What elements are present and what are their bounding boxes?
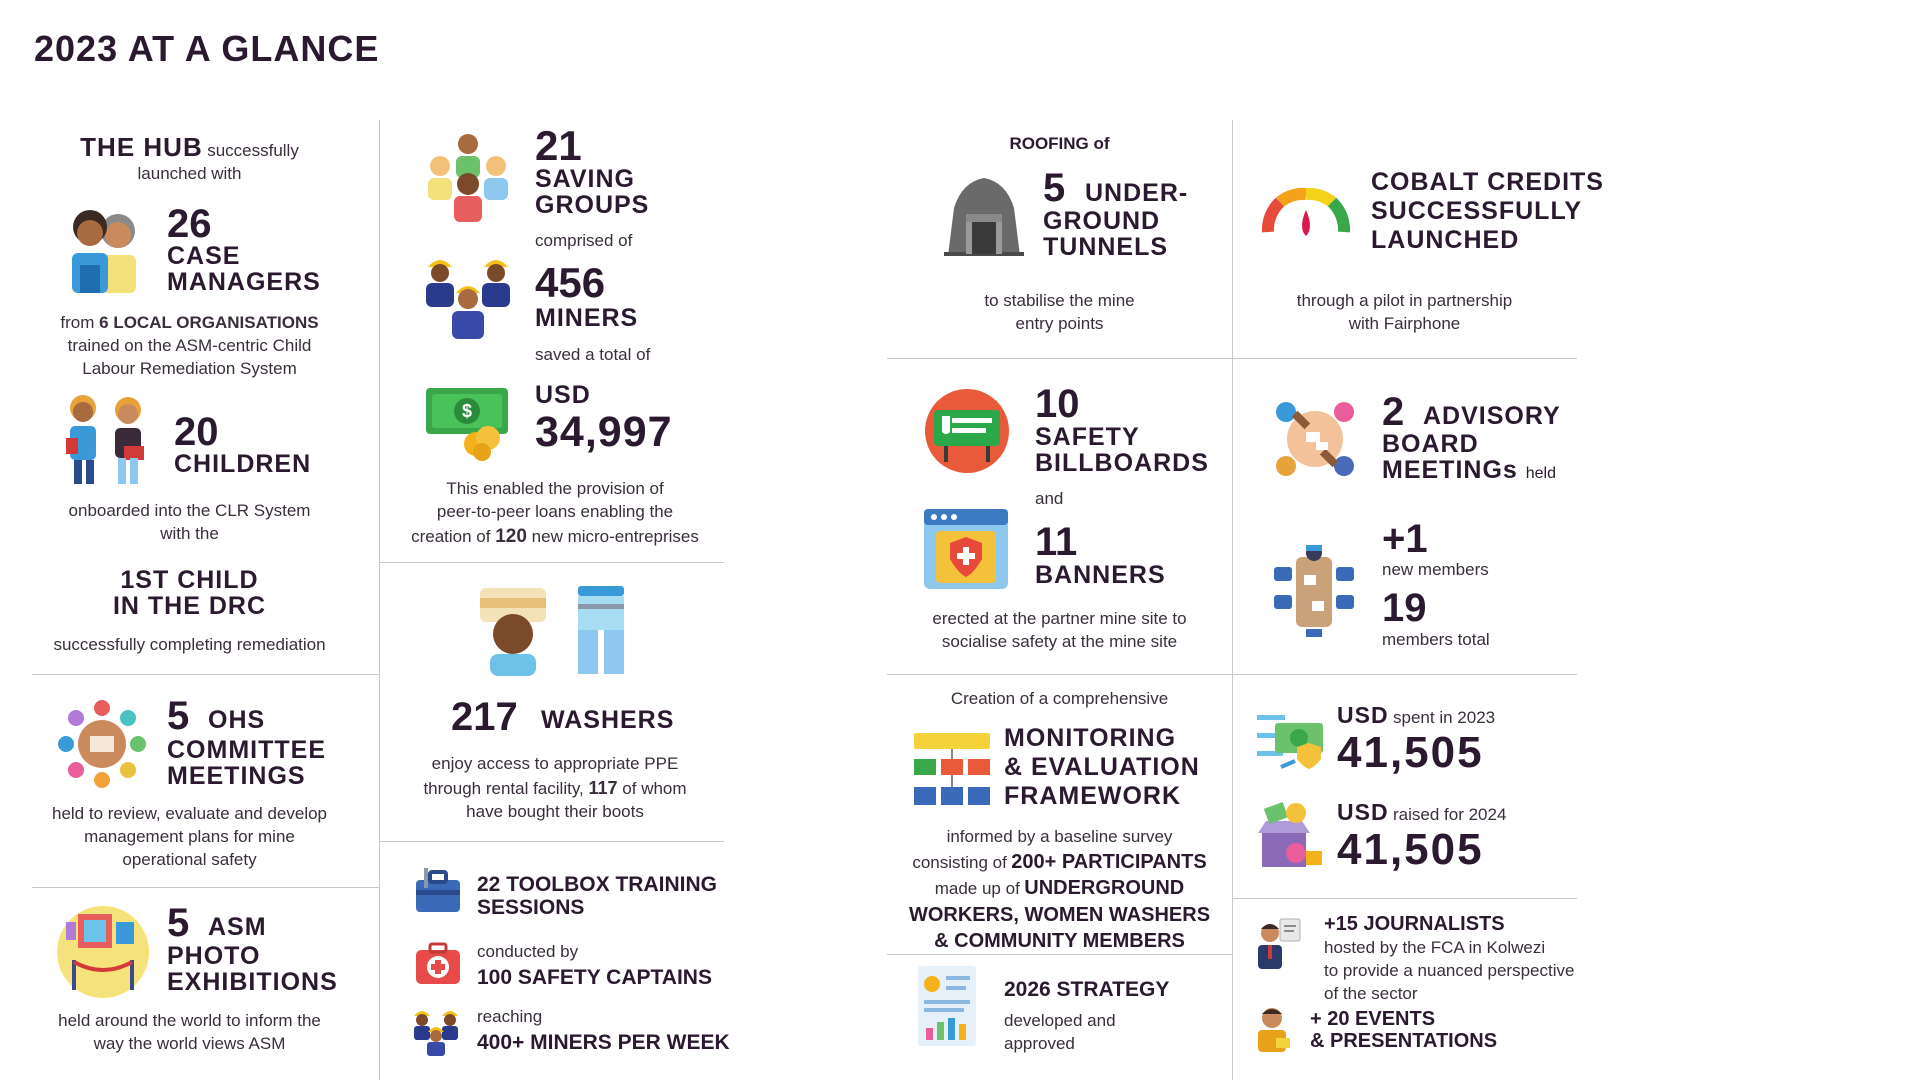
page-title: 2023 AT A GLANCE	[34, 28, 380, 69]
framework-chart-icon	[912, 731, 992, 807]
banner-icon	[922, 505, 1010, 591]
divider	[379, 562, 724, 563]
journalists-title: +15 JOURNALISTS	[1324, 913, 1505, 935]
advisory-label-1: ADVISORY	[1423, 402, 1561, 430]
asm-label-2: PHOTO EXHIBITIONS	[167, 942, 338, 997]
new-members-count: +1	[1382, 517, 1428, 561]
tunnels-count: 5	[1043, 166, 1066, 210]
board-members-icon	[1270, 543, 1358, 637]
strategy-desc: developed and approved	[1004, 1011, 1116, 1053]
ohs-label-2: COMMITTEE MEETINGS	[167, 736, 326, 791]
divider	[32, 887, 379, 888]
divider	[887, 358, 1577, 359]
fundraising-box-icon	[1254, 799, 1326, 871]
case-managers-label: CASE MANAGERS	[167, 242, 321, 297]
roofing-pre: ROOFING of	[1009, 134, 1110, 153]
billboards-label: SAFETY BILLBOARDS	[1035, 423, 1209, 478]
tunnel-icon	[940, 172, 1028, 258]
cobalt-title: COBALT CREDITS SUCCESSFULLY LAUNCHED	[1371, 168, 1604, 254]
tunnels-label-2: GROUND TUNNELS	[1043, 207, 1169, 262]
hub-intro: THE HUB successfully launched with	[80, 132, 299, 183]
gauge-icon	[1260, 180, 1352, 240]
billboards-desc: erected at the partner mine site to socialise safety at the mine site	[932, 609, 1187, 651]
strategy-report-icon	[916, 964, 978, 1048]
banners-label: BANNERS	[1035, 561, 1166, 589]
saved-text: saved a total of	[535, 345, 651, 364]
toolbox-title: 22 TOOLBOX TRAINING SESSIONS	[477, 873, 717, 920]
miners-group-icon	[410, 1004, 462, 1056]
raised-line: USD raised for 2024	[1337, 799, 1507, 825]
washers-ppe-icon	[474, 582, 638, 678]
monitoring-title: MONITORING & EVALUATION FRAMEWORK	[1004, 724, 1200, 810]
roofing-desc: to stabilise the mine entry points	[984, 291, 1135, 333]
miners-label: MINERS	[535, 304, 639, 332]
asm-desc: held around the world to inform the way the world views ASM	[58, 1011, 321, 1053]
first-child-desc: successfully completing remediation	[53, 635, 326, 654]
children-desc: onboarded into the CLR System with the	[68, 501, 311, 543]
banners-count: 11	[1035, 520, 1078, 564]
photo-exhibition-icon	[54, 904, 152, 1000]
advisory-label-2: BOARD MEETINGs held	[1382, 430, 1556, 485]
ohs-label-1: OHS	[208, 706, 266, 734]
tunnels-label-1: UNDER-	[1085, 179, 1189, 207]
ohs-count: 5	[167, 694, 190, 738]
ohs-desc: held to review, evaluate and develop management plans for mine operational safety	[51, 804, 328, 869]
divider	[1232, 120, 1233, 1080]
monitoring-pre: Creation of a comprehensive	[950, 689, 1169, 708]
hub-trained-text: from 6 LOCAL ORGANISATIONS trained on the ASM-centric Child Labour Remediation System	[60, 313, 319, 378]
case-managers-count: 26	[167, 202, 212, 246]
miners-icon	[420, 247, 516, 343]
usd-label: USD	[535, 381, 591, 409]
spent-line: USD spent in 2023	[1337, 702, 1496, 728]
divider	[887, 674, 1577, 675]
children-label: CHILDREN	[174, 450, 312, 478]
monitoring-desc: informed by a baseline survey consisting of 200+ PARTICIPANTS made up of UNDERGROUND WORKERS, WOMEN WASHERS & COMMUNITY MEMBERS	[908, 827, 1211, 953]
case-managers-icon	[58, 203, 150, 295]
asm-count: 5	[167, 901, 190, 945]
children-count: 20	[174, 410, 219, 454]
divider	[379, 841, 724, 842]
saved-amount: 34,997	[535, 408, 673, 456]
miners-count: 456	[535, 259, 606, 306]
first-aid-icon	[414, 942, 462, 986]
and-text: and	[1035, 489, 1064, 508]
total-members-text: members total	[1382, 630, 1490, 649]
toolbox-icon	[414, 868, 462, 914]
journalists-desc: hosted by the FCA in Kolwezi to provide a nuanced perspective of the sector	[1324, 938, 1575, 1003]
reaching-text: reaching	[477, 1007, 543, 1026]
new-members-text: new members	[1382, 560, 1489, 579]
saving-groups-count: 21	[535, 122, 582, 169]
journalist-icon	[1252, 917, 1304, 971]
billboard-icon	[922, 388, 1012, 474]
conducted-text: conducted by	[477, 942, 579, 961]
divider	[1232, 898, 1577, 899]
divider	[32, 674, 379, 675]
children-icon	[58, 390, 156, 490]
miners-per-week: 400+ MINERS PER WEEK	[477, 1031, 730, 1054]
saving-desc: This enabled the provision of peer-to-peer loans enabling the creation of 120 new micro-entreprises	[411, 479, 699, 547]
asm-label-1: ASM	[208, 913, 267, 941]
events-title: + 20 EVENTS & PRESENTATIONS	[1310, 1008, 1498, 1052]
raised-amount: 41,505	[1337, 825, 1484, 874]
first-child-label: 1ST CHILD IN THE DRC	[112, 566, 267, 621]
saving-groups-label: SAVING GROUPS	[535, 165, 650, 220]
billboards-count: 10	[1035, 382, 1080, 426]
advisory-count: 2	[1382, 390, 1405, 434]
strategy-title: 2026 STRATEGY	[1004, 978, 1170, 1001]
presenter-icon	[1252, 1004, 1292, 1054]
washers-label: WASHERS	[541, 706, 675, 734]
washers-count: 217	[451, 695, 518, 739]
ohs-meeting-icon	[56, 698, 148, 790]
saving-groups-icon	[420, 130, 516, 226]
money-transfer-icon	[1255, 707, 1327, 773]
safety-captains: 100 SAFETY CAPTAINS	[477, 966, 712, 989]
money-icon	[424, 382, 520, 462]
cobalt-desc: through a pilot in partnership with Fairphone	[1296, 291, 1513, 333]
comprised-text: comprised of	[535, 231, 633, 250]
washers-desc: enjoy access to appropriate PPE through rental facility, 117 of whom have bought their boots	[423, 754, 687, 821]
divider	[379, 120, 380, 1080]
svg-text:$: $	[461, 401, 473, 421]
spent-amount: 41,505	[1337, 728, 1484, 777]
total-members-count: 19	[1382, 586, 1427, 630]
meeting-table-icon	[1270, 396, 1360, 482]
